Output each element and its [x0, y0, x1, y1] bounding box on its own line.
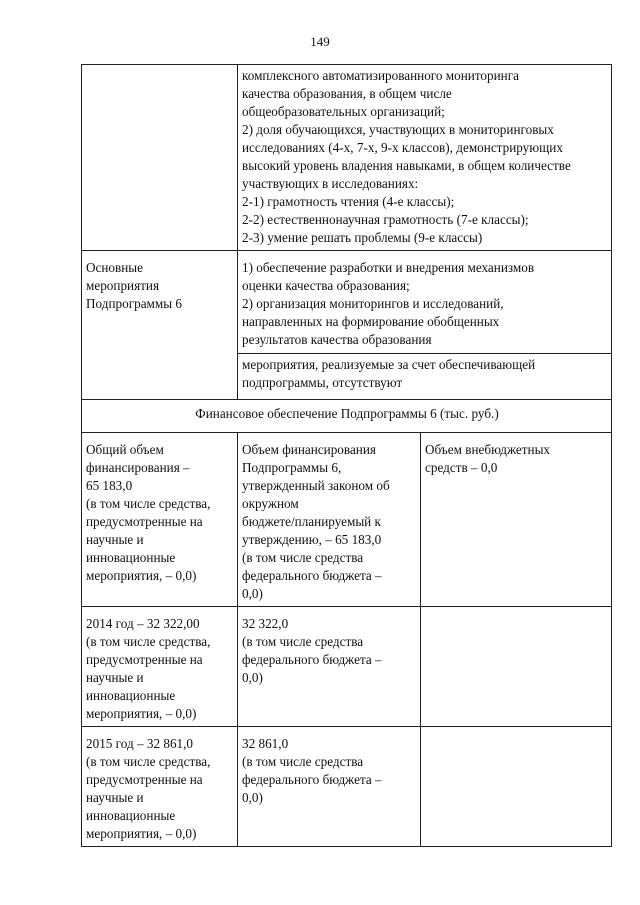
continuation-label-cell — [82, 65, 238, 251]
main-activities-text: 1) обеспечение разработки и внедрения механизмов оценки качества образования; 2) организация мониторингов и исследований, направленных на формирование обобщенных результатов качества образования — [238, 251, 612, 354]
finance-2015-subprogram-cell: 32 861,0 (в том числе средства федерального бюджета – 0,0) — [238, 727, 421, 847]
finance-2015-extrabudget-cell — [421, 727, 612, 847]
finance-2015-total-cell: 2015 год – 32 861,0 (в том числе средства, предусмотренные на научные и инновационные мероприятия, – 0,0) — [82, 727, 238, 847]
table-row — [82, 607, 612, 727]
table-row — [82, 251, 612, 354]
main-activities-label: Основные мероприятия Подпрограммы 6 — [82, 251, 238, 400]
finance-subprogram-cell: Объем финансирования Подпрограммы 6, утвержденный законом об окружном бюджете/планируемый к утверждению, – 65 183,0 (в том числе средства федерального бюджета – 0,0) — [238, 433, 421, 607]
finance-2014-subprogram-cell: 32 322,0 (в том числе средства федерального бюджета – 0,0) — [238, 607, 421, 727]
continuation-text-cell: комплексного автоматизированного мониторинга качества образования, в общем числе общеобразовательных организаций; 2) доля обучающихся, участвующих в мониторинговых исследованиях (4-х, 7-х, 9-х классов), демонстрирующих высокий уровень владения навыками, в общем количестве участвующих в исследованиях: 2-1) грамотность чтения (4-е классы); 2-2) естественнонаучная грамотность (7-е классы); 2-3) умение решать проблемы (9-е классы) — [238, 65, 612, 251]
table-row — [82, 400, 612, 433]
main-activities-note: мероприятия, реализуемые за счет обеспечивающей подпрограммы, отсутствуют — [238, 354, 612, 400]
finance-extrabudget-cell: Объем внебюджетных средств – 0,0 — [421, 433, 612, 607]
passport-table — [81, 64, 612, 847]
table-row — [82, 433, 612, 607]
page-number: 149 — [310, 34, 330, 49]
table-row — [82, 65, 612, 251]
finance-header: Финансовое обеспечение Подпрограммы 6 (тыс. руб.) — [82, 400, 612, 433]
finance-2014-total-cell: 2014 год – 32 322,00 (в том числе средства, предусмотренные на научные и инновационные мероприятия, – 0,0) — [82, 607, 238, 727]
table-row — [82, 727, 612, 847]
finance-total-cell: Общий объем финансирования – 65 183,0 (в том числе средства, предусмотренные на научные и инновационные мероприятия, – 0,0) — [82, 433, 238, 607]
finance-2014-extrabudget-cell — [421, 607, 612, 727]
